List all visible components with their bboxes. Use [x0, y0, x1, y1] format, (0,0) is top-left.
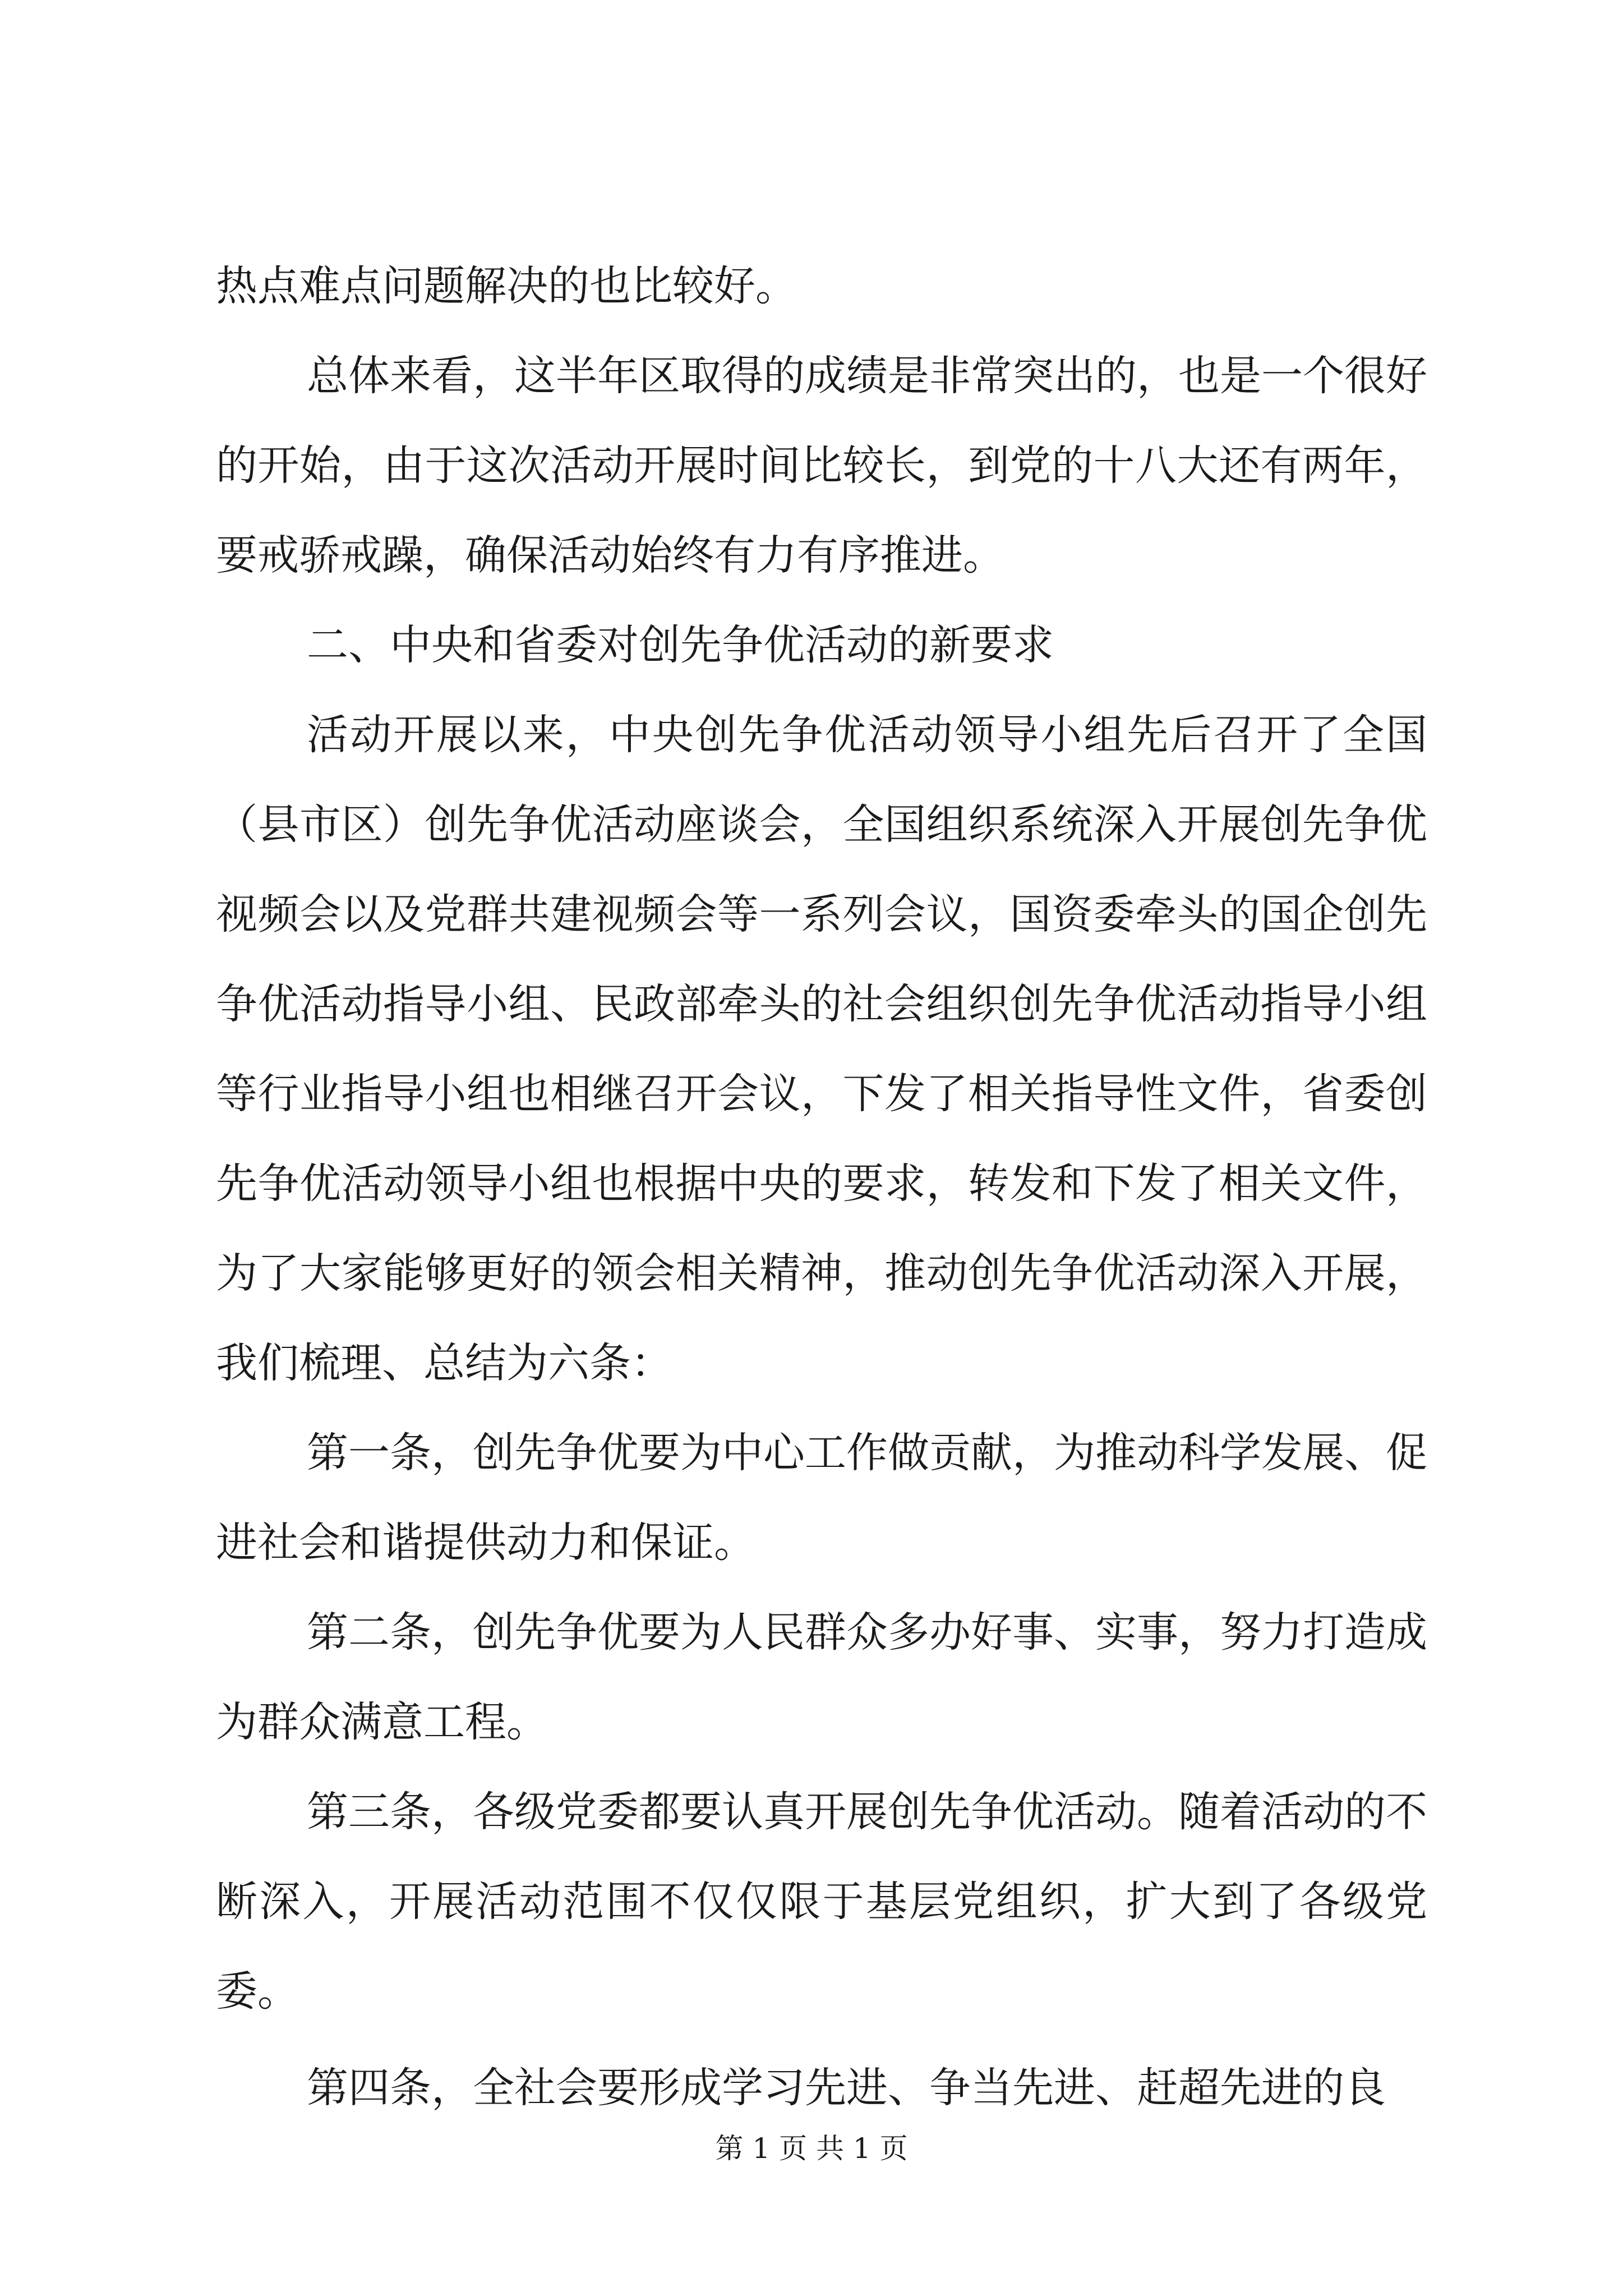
paragraph-5: 第一条，创先争优要为中心工作做贡献，为推动科学发展、促进社会和谐提供动力和保证。 — [216, 1429, 1427, 1567]
paragraph-8: 第四条，全社会要形成学习先进、争当先进、赶超先进的良 — [307, 2064, 1386, 2112]
paragraph-7: 第三条，各级党委都要认真开展创先争优活动。随着活动的不断深入，开展活动范围不仅仅限于基层党组织，扩大到了各级党委。 — [216, 1788, 1427, 2016]
paragraph-6: 第二条，创先争优要为人民群众多办好事、实事，努力打造成为群众满意工程。 — [216, 1608, 1427, 1746]
page-footer: 第 1 页 共 1 页 — [715, 2132, 908, 2165]
paragraph-1: 热点难点问题解决的也比较好。 — [216, 262, 797, 310]
document-body — [216, 241, 1427, 2133]
paragraph-2: 总体来看，这半年区取得的成绩是非常突出的，也是一个很好的开始，由于这次活动开展时间比较长，到党的十八大还有两年，要戒骄戒躁，确保活动始终有力有序推进。 — [216, 352, 1427, 579]
paragraph-4: 活动开展以来，中央创先争优活动领导小组先后召开了全国（县市区）创先争优活动座谈会，全国组织系统深入开展创先争优视频会以及党群共建视频会等一系列会议，国资委牵头的国企创先争优活动指导小组、民政部牵头的社会组织创先争优活动指导小组等行业指导小组也相继召开会议，下发了相关指导性文件，省委创先争优活动领导小组也根据中央的要求，转发和下发了相关文件，为了大家能够更好的领会相关精神，推动创先争优活动深入开展，我们梳理、总结为六条： — [216, 711, 1427, 1387]
section-heading: 二、中央和省委对创先争优活动的新要求 — [307, 621, 1054, 669]
